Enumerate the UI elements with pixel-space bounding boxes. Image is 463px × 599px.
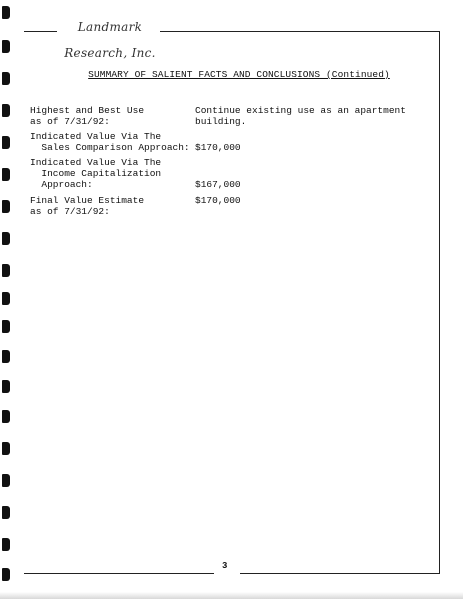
binding-hole	[2, 264, 10, 277]
binding-hole	[2, 442, 10, 455]
section-heading: SUMMARY OF SALIENT FACTS AND CONCLUSIONS (Continued)	[88, 69, 390, 80]
frame-line-top-left	[24, 31, 57, 32]
fact-value: Continue existing use as an apartment building.	[195, 105, 406, 127]
fact-label: Indicated Value Via The Sales Comparison Approach:	[30, 131, 190, 153]
binding-hole	[2, 506, 10, 519]
frame-line-right	[439, 31, 440, 574]
binding-holes	[0, 0, 14, 599]
binding-hole	[2, 40, 10, 53]
binding-hole	[2, 568, 10, 581]
binding-hole	[2, 6, 10, 19]
binding-hole	[2, 380, 10, 393]
binding-hole	[2, 168, 10, 181]
frame-line-bottom-left	[24, 573, 214, 574]
fact-value: $167,000	[195, 179, 241, 190]
binding-hole	[2, 200, 10, 213]
fact-label: Indicated Value Via The Income Capitalization Approach:	[30, 157, 162, 190]
fact-label: Final Value Estimate as of 7/31/92:	[30, 195, 145, 217]
fact-value: $170,000	[195, 195, 241, 206]
fact-value: $170,000	[195, 142, 241, 153]
binding-hole	[2, 136, 10, 149]
scan-edge	[0, 592, 463, 599]
binding-hole	[2, 410, 10, 423]
frame-line-top-right	[160, 31, 440, 32]
binding-hole	[2, 232, 10, 245]
fact-label: Highest and Best Use as of 7/31/92:	[30, 105, 145, 127]
company-logo: Landmark Research, Inc.	[64, 20, 156, 60]
binding-hole	[2, 350, 10, 363]
binding-hole	[2, 538, 10, 551]
frame-line-bottom-right	[240, 573, 440, 574]
binding-hole	[2, 474, 10, 487]
binding-hole	[2, 292, 10, 305]
binding-hole	[2, 104, 10, 117]
binding-hole	[2, 320, 10, 333]
page-number: 3	[222, 561, 228, 571]
